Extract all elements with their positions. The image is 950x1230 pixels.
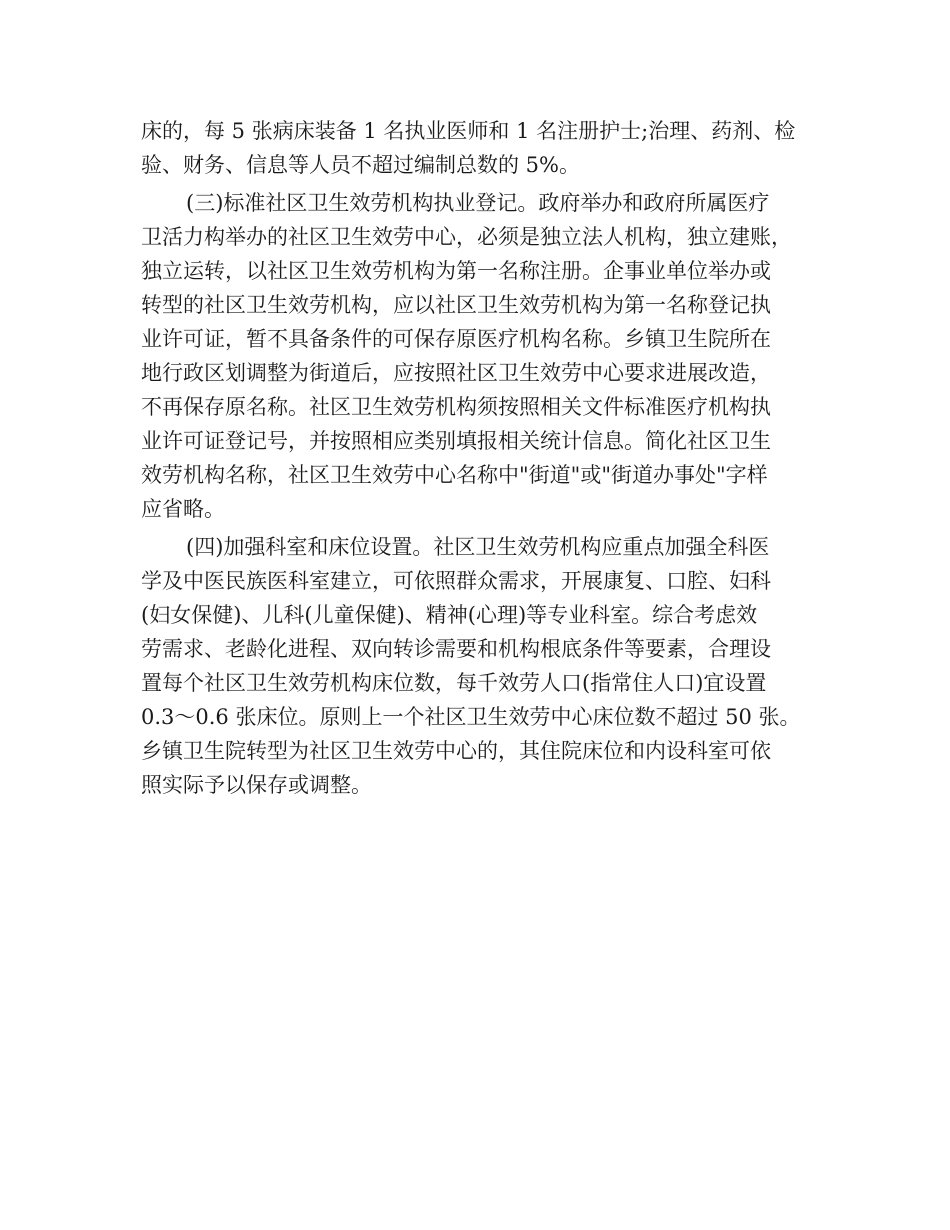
text-line: 劳需求、老龄化进程、双向转诊需要和机构根底条件等要素，合理设 [141,637,771,661]
text-line: 乡镇卫生院转型为社区卫生效劳中心的，其住院床位和内设科室可依 [141,739,771,763]
text-line: 转型的社区卫生效劳机构，应以社区卫生效劳机构为第一名称登记执 [141,293,771,317]
document-body [141,114,821,802]
text-line: 照实际予以保存或调整。 [141,773,372,797]
paragraph-registration [141,186,821,526]
text-line: 验、财务、信息等人员不超过编制总数的 5%。 [141,153,580,177]
text-line: 业许可证，暂不具备条件的可保存原医疗机构名称。乡镇卫生院所在 [141,327,771,351]
text-line: 效劳机构名称，社区卫生效劳中心名称中"街道"或"街道办事处"字样 [141,463,768,487]
paragraph-bed-staffing [141,114,821,182]
text-line: 不再保存原名称。社区卫生效劳机构须按照相关文件标准医疗机构执 [141,395,771,419]
text-line: 0.3～0.6 张床位。原则上一个社区卫生效劳中心床位数不超过 50 张。 [141,705,801,729]
text-line: (妇女保健)、儿科(儿童保健)、精神(心理)等专业科室。综合考虑效 [141,603,758,627]
text-line: 卫活力构举办的社区卫生效劳中心，必须是独立法人机构，独立建账， [141,225,792,249]
text-line: 床的，每 5 张病床装备 1 名执业医师和 1 名注册护士;治理、药剂、检 [141,119,796,143]
text-line: 学及中医民族医科室建立，可依照群众需求，开展康复、口腔、妇科 [141,569,771,593]
text-line: 业许可证登记号，并按照相应类别填报相关统计信息。简化社区卫生 [141,429,771,453]
paragraph-departments-beds [141,530,821,802]
text-line: 地行政区划调整为街道后，应按照社区卫生效劳中心要求进展改造， [141,361,771,385]
text-line: 独立运转，以社区卫生效劳机构为第一名称注册。企事业单位举办或 [141,259,771,283]
text-line: (四)加强科室和床位设置。社区卫生效劳机构应重点加强全科医 [186,535,770,559]
text-line: 置每个社区卫生效劳机构床位数，每千效劳人口(指常住人口)宜设置 [141,671,767,695]
text-line: (三)标准社区卫生效劳机构执业登记。政府举办和政府所属医疗 [186,191,770,215]
text-line: 应省略。 [141,497,225,521]
